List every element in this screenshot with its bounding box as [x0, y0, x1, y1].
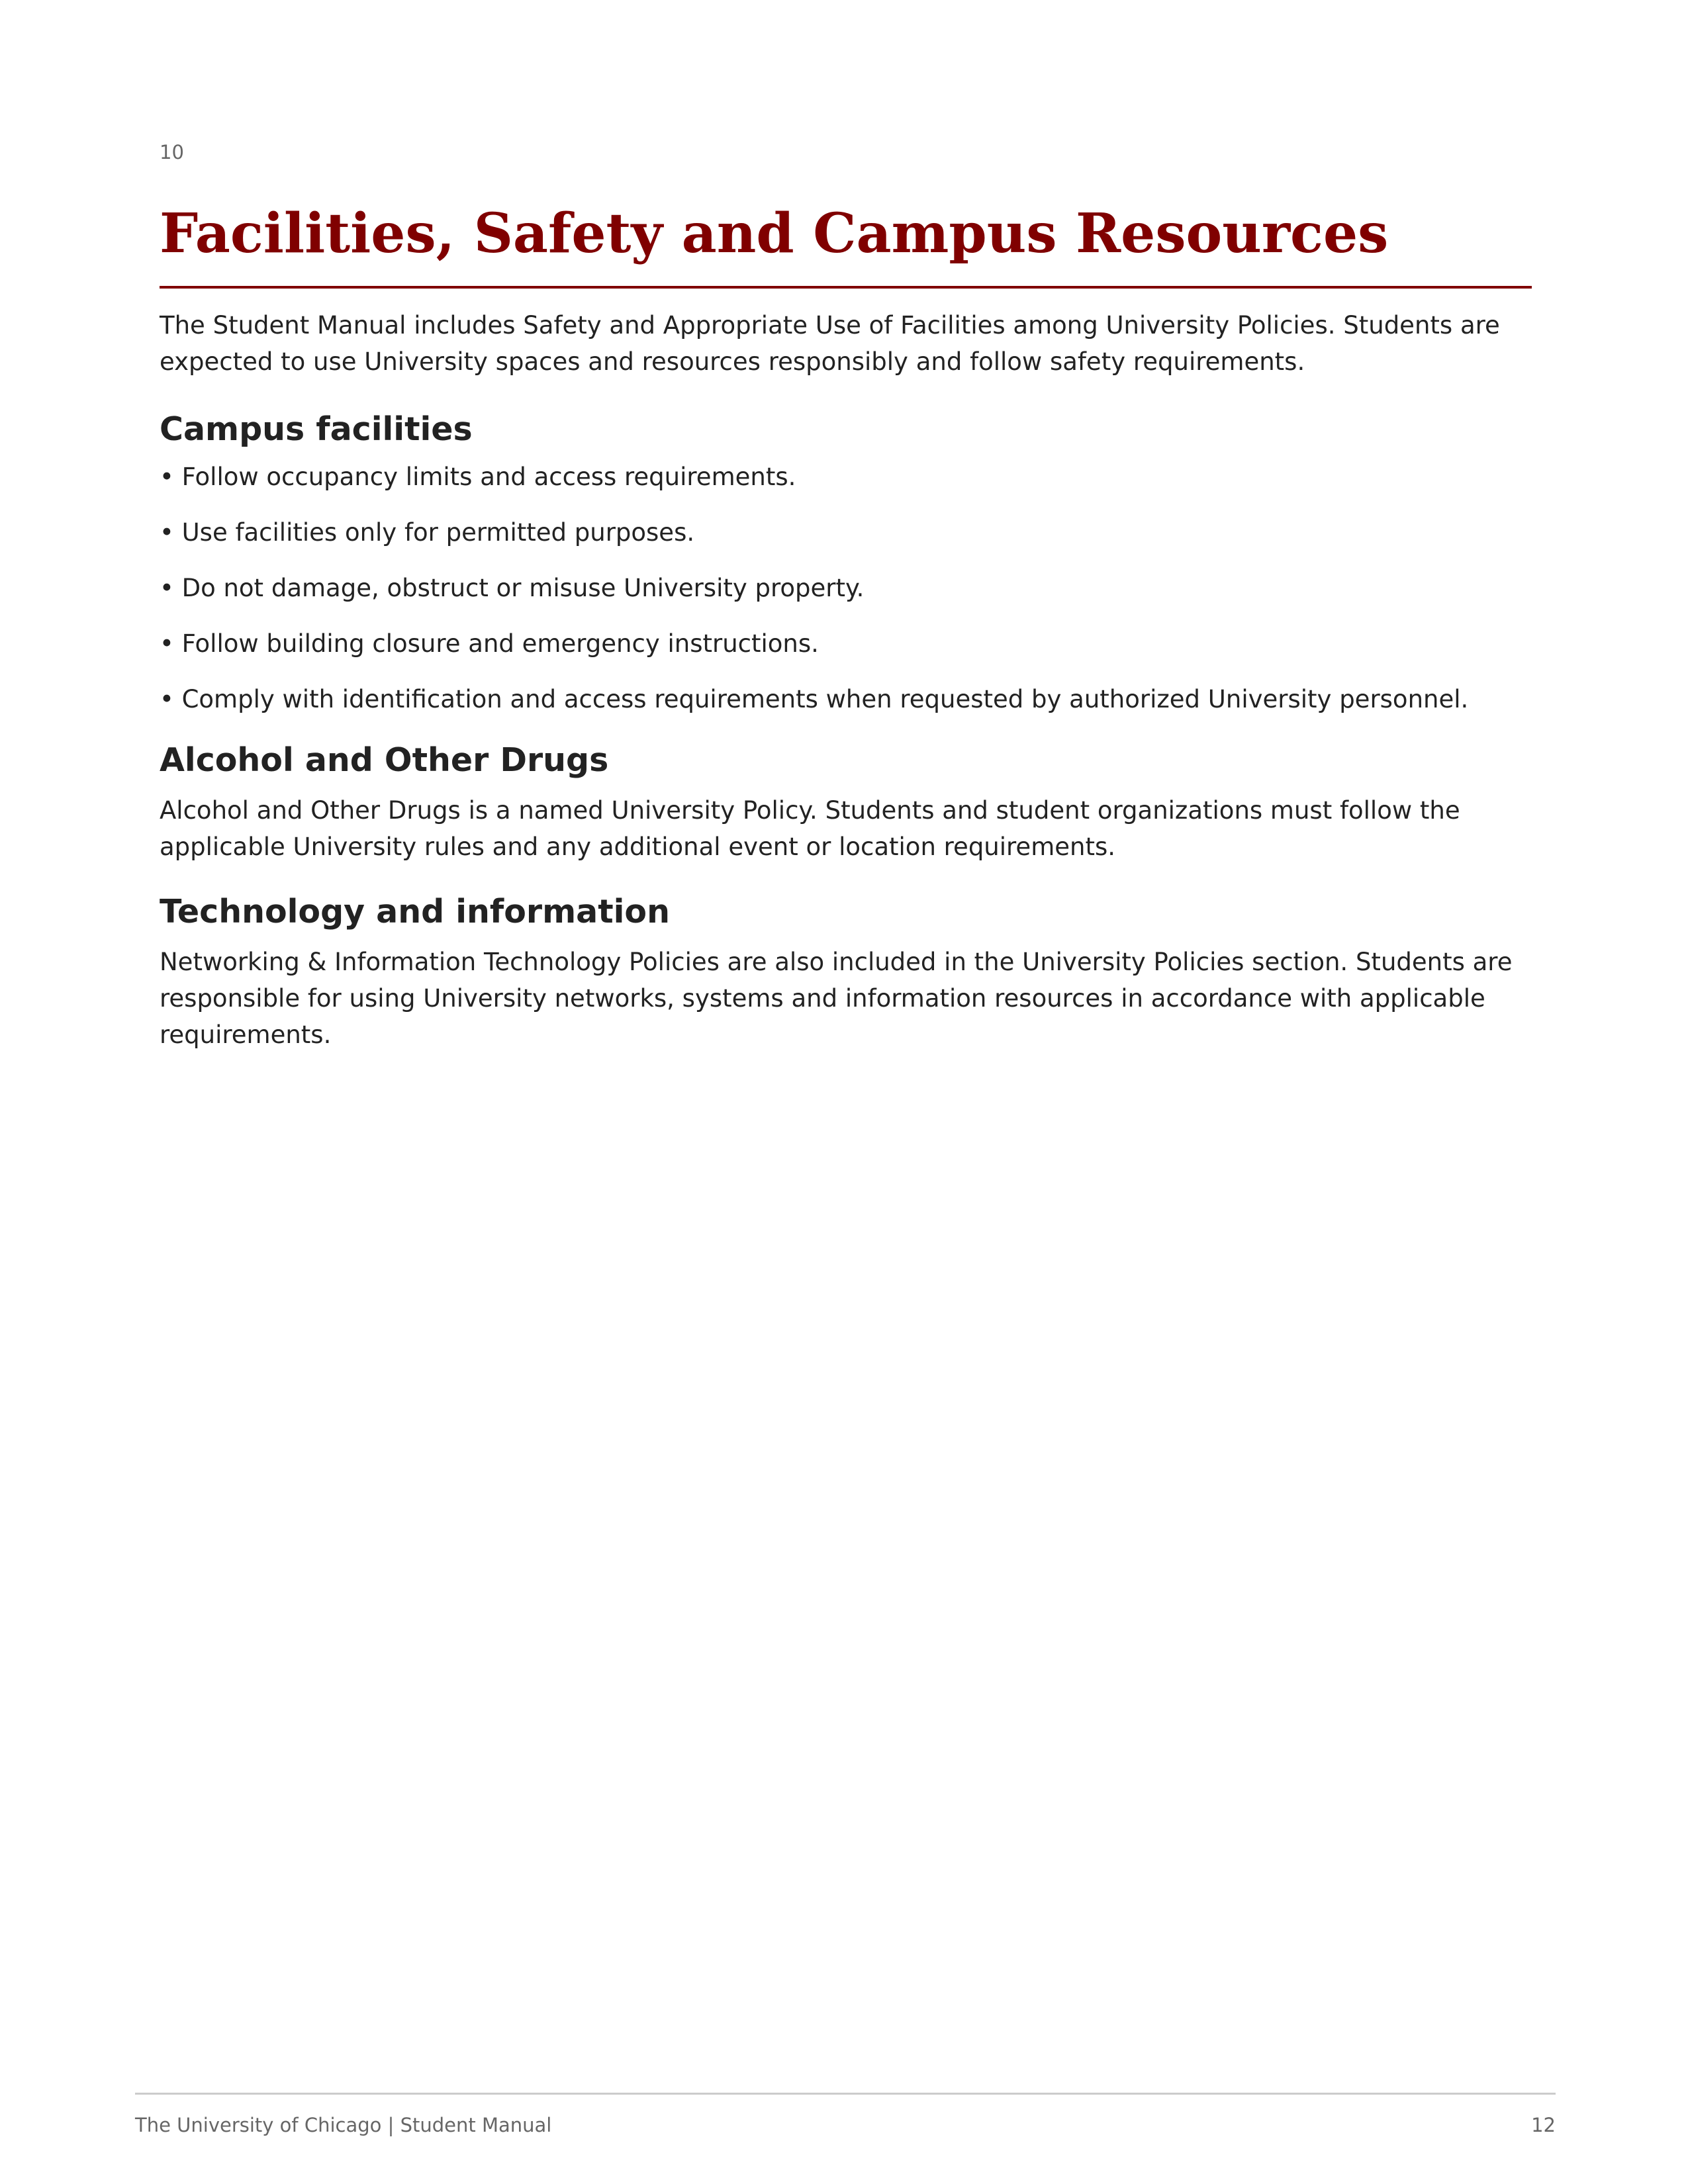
list-item: • Do not damage, obstruct or misuse University property.	[160, 574, 865, 602]
list-item: • Follow occupancy limits and access requirements.	[160, 463, 796, 491]
technology-paragraph: Networking & Information Technology Policies are also included in the University Policies section. Students are responsible for using University networks, systems and information resources in accordance with applicable requirements.	[160, 948, 1513, 1049]
footer-title: The University of Chicago | Student Manual	[135, 2114, 552, 2136]
page-content	[160, 139, 1532, 1053]
section-number: 10	[160, 141, 184, 163]
alcohol-heading: Alcohol and Other Drugs	[160, 741, 609, 779]
list-item: • Follow building closure and emergency instructions.	[160, 629, 819, 658]
footer-divider	[135, 2093, 1556, 2095]
page-title: Facilities, Safety and Campus Resources	[160, 202, 1389, 265]
intro-paragraph: The Student Manual includes Safety and Appropriate Use of Facilities among University Policies. Students are expected to use University spaces and resources responsibly and follow safety requirements.	[160, 311, 1500, 376]
alcohol-paragraph: Alcohol and Other Drugs is a named University Policy. Students and student organizations must follow the applicable University rules and any additional event or location requirements.	[160, 796, 1460, 861]
campus-facilities-heading: Campus facilities	[160, 410, 473, 448]
list-item: • Comply with identification and access requirements when requested by authorized University personnel.	[160, 685, 1469, 713]
campus-facilities-list	[160, 463, 1532, 714]
title-divider	[160, 286, 1532, 289]
page-number: 12	[1531, 2114, 1556, 2136]
list-item: • Use facilities only for permitted purposes.	[160, 518, 695, 547]
technology-heading: Technology and information	[160, 893, 670, 931]
